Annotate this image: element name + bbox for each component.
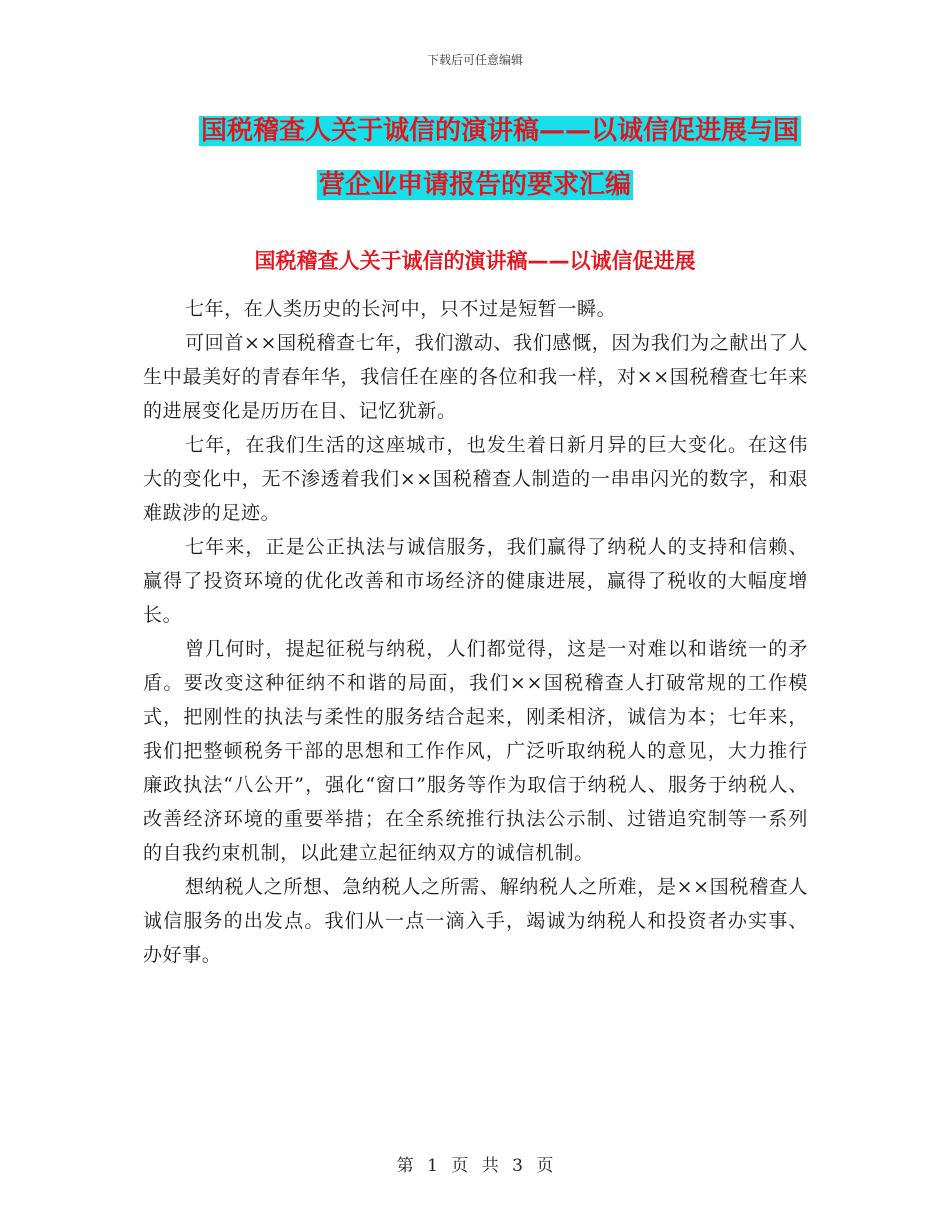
document-title-line-2: 营企业申请报告的要求汇编 (318, 170, 631, 200)
document-title (0, 104, 950, 212)
document-title-line-1: 国税稽查人关于诚信的演讲稿——以诚信促进展与国 (200, 116, 799, 146)
paragraph: 想纳税人之所想、急纳税人之所需、解纳税人之所难，是××国税稽查人诚信服务的出发点。我们从一点一滴入手，竭诚为纳税人和投资者办实事、办好事。 (143, 876, 808, 966)
paragraph: 曾几何时，提起征税与纳税，人们都觉得，这是一对难以和谐统一的矛盾。要改变这种征纳不和谐的局面，我们××国税稽查人打破常规的工作模式，把刚性的执法与柔性的服务结合起来，刚柔相济，诚信为本；七年来，我们把整顿税务干部的思想和工作作风，广泛听取纳税人的意见，大力推行廉政执法“八公开”，强化“窗口”服务等作为取信于纳税人、服务于纳税人、改善经济环境的重要举措；在全系统推行执法公示制、过错追究制等一系列的自我约束机制，以此建立起征纳双方的诚信机制。 (143, 638, 808, 864)
page-header: 下载后可任意编辑 (426, 53, 523, 67)
page-number: 第 1 页 共 3 页 (396, 1156, 554, 1176)
paragraph: 可回首××国税稽查七年，我们激动、我们感慨，因为我们为之献出了人生中最美好的青春年华，我信任在座的各位和我一样，对××国税稽查七年来的进展变化是历历在目、记忆犹新。 (143, 332, 808, 422)
paragraph: 七年，在我们生活的这座城市，也发生着日新月异的巨大变化。在这伟大的变化中，无不渗透着我们××国税稽查人制造的一串串闪光的数字，和艰难跋涉的足迹。 (143, 434, 808, 524)
paragraph: 七年，在人类历史的长河中，只不过是短暂一瞬。 (185, 298, 617, 320)
paragraph: 七年来，正是公正执法与诚信服务，我们赢得了纳税人的支持和信赖、赢得了投资环境的优化改善和市场经济的健康进展，赢得了税收的大幅度增长。 (143, 536, 808, 626)
section-title: 国税稽查人关于诚信的演讲稿——以诚信促进展 (254, 249, 696, 273)
document-body (143, 292, 808, 972)
